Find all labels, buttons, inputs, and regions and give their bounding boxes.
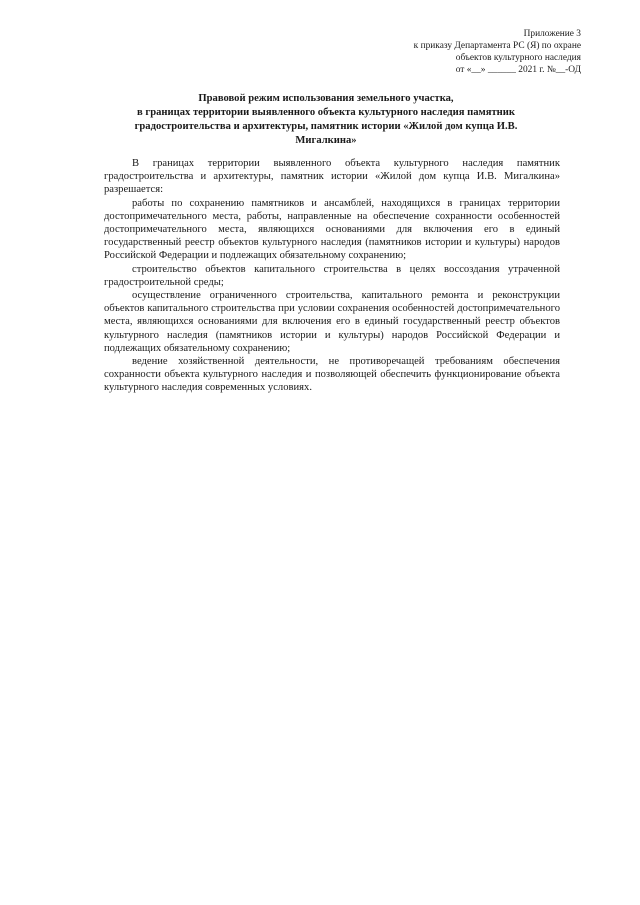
- title-line-2: в границах территории выявленного объекта культурного наследия памятник: [137, 107, 515, 118]
- title-line-4: Мигалкина»: [295, 135, 357, 146]
- order-reference-continued: объектов культурного наследия: [455, 53, 581, 63]
- intro-paragraph: В границах территории выявленного объекта культурного наследия памятник градостроительства и архитектуры, памятник истории «Жилой дом купца И.В. Мигалкина» разрешается:: [104, 158, 560, 196]
- title-line-3: градостроительства и архитектуры, памятник истории «Жилой дом купца И.В.: [134, 121, 518, 132]
- order-reference: к приказу Департамента РС (Я) по охране: [413, 41, 581, 51]
- title-line-1: Правовой режим использования земельного участка,: [198, 93, 454, 104]
- permitted-item-limited-construction: осуществление ограниченного строительства, капитального ремонта и реконструкции объектов капитального строительства при условии сохранения особенностей достопримечательного места, являющихся основаниями для включения его в единый государственный реестр объектов культурного наследия (памятников истории и культуры) народов Российской Федерации и подлежащих обязательному сохранению;: [104, 290, 560, 354]
- document-title: [100, 92, 552, 148]
- permitted-item-economic-activity: ведение хозяйственной деятельности, не противоречащей требованиям обеспечения сохранности объекта культурного наследия и позволяющей обеспечить функционирование объекта культурного наследия современных условиях.: [104, 356, 560, 394]
- permitted-item-preservation: работы по сохранению памятников и ансамблей, находящихся в границах территории достопримечательного места, работы, направленные на обеспечение сохранности особенностей достопримечательного места, являющихся основаниями для включения его в единый государственный реестр объектов культурного наследия (памятников истории и культуры) народов Российской Федерации и подлежащих обязательному сохранению;: [104, 197, 560, 262]
- document-body: [104, 157, 560, 395]
- appendix-header: [414, 28, 581, 76]
- permitted-item-reconstruction-environment: строительство объектов капитального строительства в целях воссоздания утраченной градостроительной среды;: [104, 263, 560, 288]
- order-date-number: от «__» ______ 2021 г. №__-ОД: [455, 65, 581, 75]
- appendix-number: Приложение 3: [523, 29, 581, 39]
